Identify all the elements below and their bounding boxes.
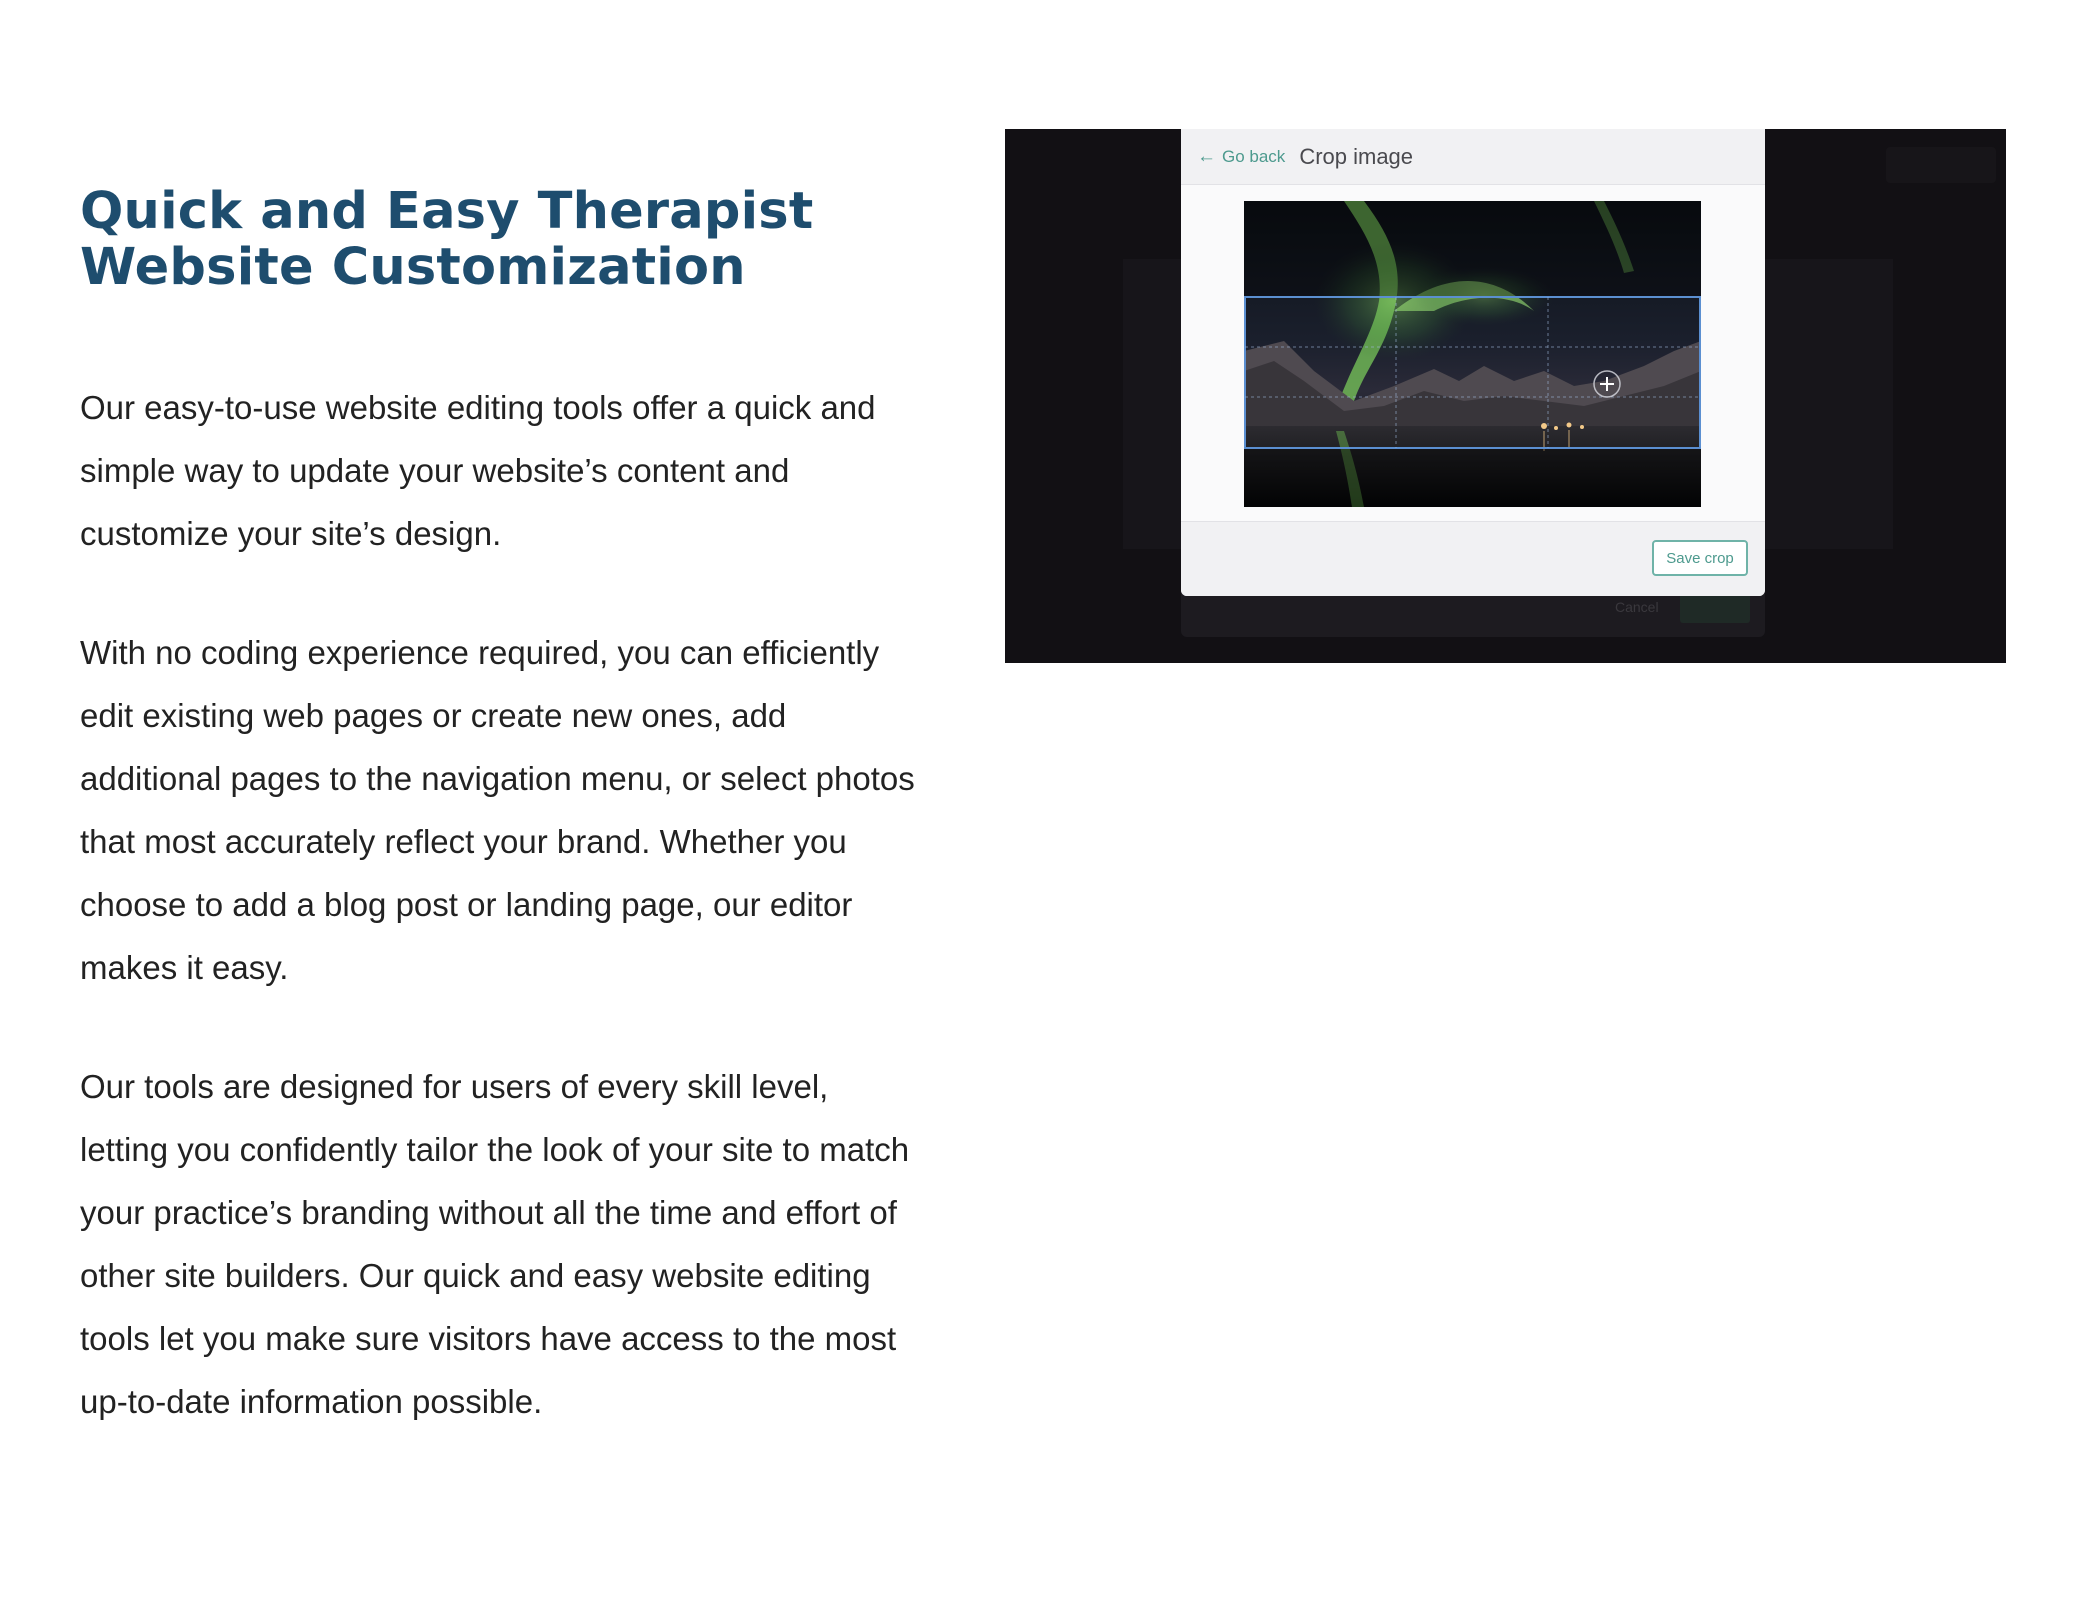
- text-column: [80, 184, 920, 1433]
- background-top-button: [1886, 147, 1996, 183]
- crop-image-screenshot: [1005, 129, 2006, 663]
- background-modal-footer: [1181, 589, 1765, 637]
- crop-image-dialog: [1181, 129, 1765, 596]
- go-back-label: Go back: [1222, 146, 1286, 166]
- dialog-header: [1181, 129, 1765, 185]
- background-save-button: [1680, 593, 1750, 623]
- dialog-title: Crop image: [1299, 143, 1414, 169]
- arrow-left-icon: ←: [1197, 146, 1216, 167]
- page-title: [80, 184, 920, 296]
- page-title-line-1: Quick and Easy Therapist: [80, 182, 814, 241]
- no-coding-paragraph: With no coding experience required, you can efficiently edit existing web pages or create new ones, add additional pages to the navigation menu, or select photos that most accurately reflect your brand. Whether you choose to add a blog post or landing page, our editor makes it easy.: [80, 634, 915, 986]
- save-crop-button[interactable]: Save crop: [1652, 540, 1748, 576]
- dialog-footer: [1181, 521, 1765, 596]
- skill-level-paragraph: Our tools are designed for users of every skill level, letting you confidently tailor the look of your site to match your practice’s branding without all the time and effort of other site builders. Our quick and easy website editing tools let you make sure visitors have access to the most up-to-date information possible.: [80, 1068, 910, 1420]
- crop-image-canvas[interactable]: [1244, 201, 1701, 507]
- intro-paragraph: Our easy-to-use website editing tools offer a quick and simple way to update your website’s content and customize your site’s design.: [80, 389, 876, 552]
- go-back-link[interactable]: [1197, 147, 1285, 167]
- aurora-landscape-image: [1244, 201, 1701, 507]
- page-title-line-2: Website Customization: [80, 238, 746, 297]
- background-cancel-label: Cancel: [1615, 599, 1659, 615]
